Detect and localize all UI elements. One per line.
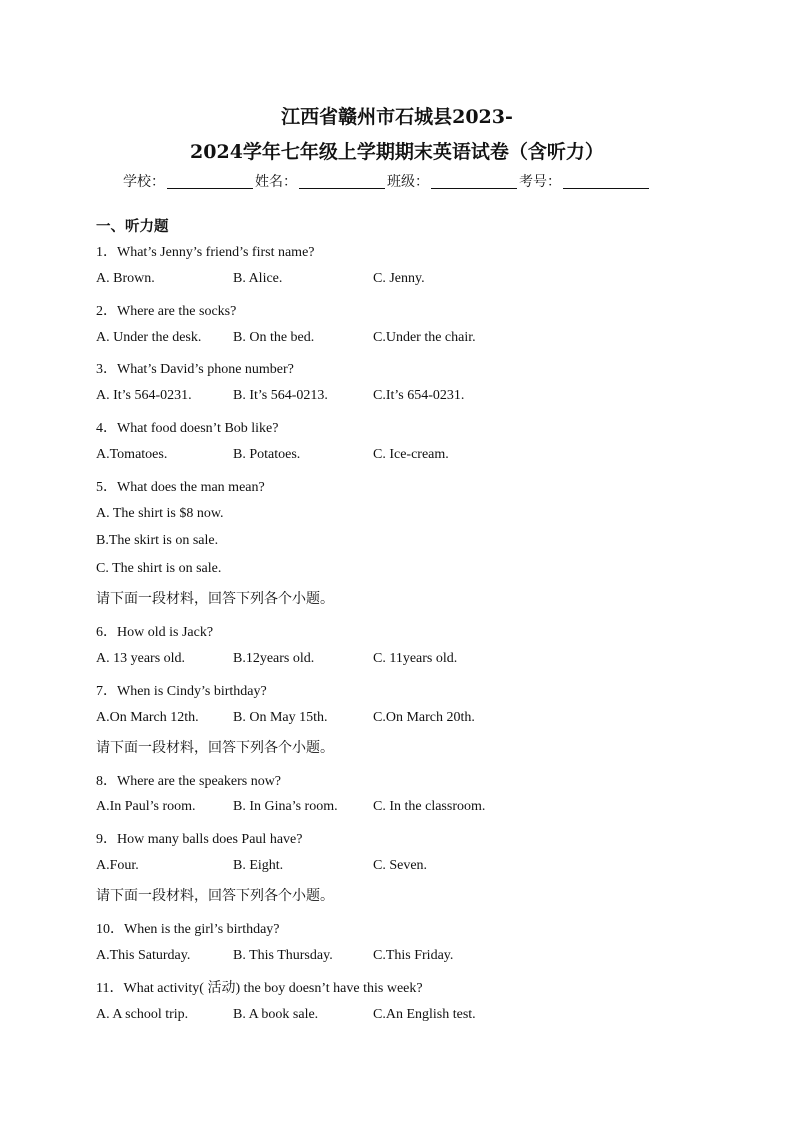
option-c: C.This Friday. — [373, 948, 454, 963]
name-blank[interactable] — [299, 174, 385, 189]
option-b: B. On May 15th. — [233, 710, 328, 725]
class-blank[interactable] — [431, 174, 517, 189]
option-b: B. A book sale. — [233, 1007, 319, 1022]
option-c: C. 11years old. — [373, 651, 458, 666]
question-3: 3．What’s David’s phone number? — [96, 362, 294, 377]
option-a: A.In Paul’s room. — [96, 799, 196, 814]
option-c: C. In the classroom. — [373, 799, 486, 814]
student-info-line — [123, 171, 651, 191]
school-field — [123, 171, 255, 191]
instruction-text: 请下面一段材料，回答下列各个小题。 — [96, 740, 334, 756]
question-2: 2．Where are the socks? — [96, 304, 237, 319]
option-a: A. A school trip. — [96, 1007, 189, 1022]
exam-title-line-1: 江西省赣州市石城县2023- — [281, 106, 513, 128]
question-1: 1．What’s Jenny’s friend’s first name? — [96, 245, 315, 260]
exam-number-blank[interactable] — [563, 174, 649, 189]
option-b: B. It’s 564-0213. — [233, 388, 328, 403]
exam-number-label: 考号： — [519, 174, 561, 190]
school-blank[interactable] — [167, 174, 253, 189]
name-label: 姓名： — [255, 174, 297, 190]
option-c: C. Jenny. — [373, 271, 425, 286]
option-c: C.It’s 654-0231. — [373, 388, 465, 403]
option-a: A. 13 years old. — [96, 651, 186, 666]
option-b: B. In Gina’s room. — [233, 799, 338, 814]
question-5: 5．What does the man mean? — [96, 480, 265, 495]
option-a: A. Brown. — [96, 271, 155, 286]
question-8: 8．Where are the speakers now? — [96, 774, 282, 789]
question-10: 10．When is the girl’s birthday? — [96, 922, 280, 937]
option-a: A.On March 12th. — [96, 710, 199, 725]
instruction-text: 请下面一段材料，回答下列各个小题。 — [96, 888, 334, 904]
section-heading: 一、听力题 — [96, 219, 169, 235]
option-b: B. Eight. — [233, 858, 284, 873]
option-a: A.Four. — [96, 858, 139, 873]
option-a: A.Tomatoes. — [96, 447, 168, 462]
question-7: 7．When is Cindy’s birthday? — [96, 684, 267, 699]
option-5b: B.The skirt is on sale. — [96, 533, 219, 548]
school-label: 学校： — [123, 174, 165, 190]
class-label: 班级： — [387, 174, 429, 190]
option-5a: A. The shirt is $8 now. — [96, 506, 224, 521]
question-11: 11．What activity( 活动) the boy doesn’t have this week? — [96, 981, 423, 996]
option-c: C. Ice-cream. — [373, 447, 449, 462]
option-c: C.Under the chair. — [373, 330, 476, 345]
question-9: 9．How many balls does Paul have? — [96, 832, 303, 847]
exam-number-field — [519, 171, 651, 191]
option-5c: C. The shirt is on sale. — [96, 561, 222, 576]
option-c: C. Seven. — [373, 858, 428, 873]
option-b: B. On the bed. — [233, 330, 315, 345]
question-6: 6．How old is Jack? — [96, 625, 214, 640]
option-b: B. This Thursday. — [233, 948, 333, 963]
option-a: A. It’s 564-0231. — [96, 388, 192, 403]
class-field — [387, 171, 519, 191]
option-a: A.This Saturday. — [96, 948, 191, 963]
option-b: B. Alice. — [233, 271, 283, 286]
exam-title-line-2: 2024学年七年级上学期期末英语试卷（含听力） — [190, 141, 604, 163]
option-b: B.12years old. — [233, 651, 315, 666]
name-field — [255, 171, 387, 191]
instruction-text: 请下面一段材料，回答下列各个小题。 — [96, 591, 334, 607]
option-c: C.On March 20th. — [373, 710, 475, 725]
option-a: A. Under the desk. — [96, 330, 202, 345]
question-4: 4．What food doesn’t Bob like? — [96, 421, 279, 436]
option-b: B. Potatoes. — [233, 447, 301, 462]
option-c: C.An English test. — [373, 1007, 476, 1022]
